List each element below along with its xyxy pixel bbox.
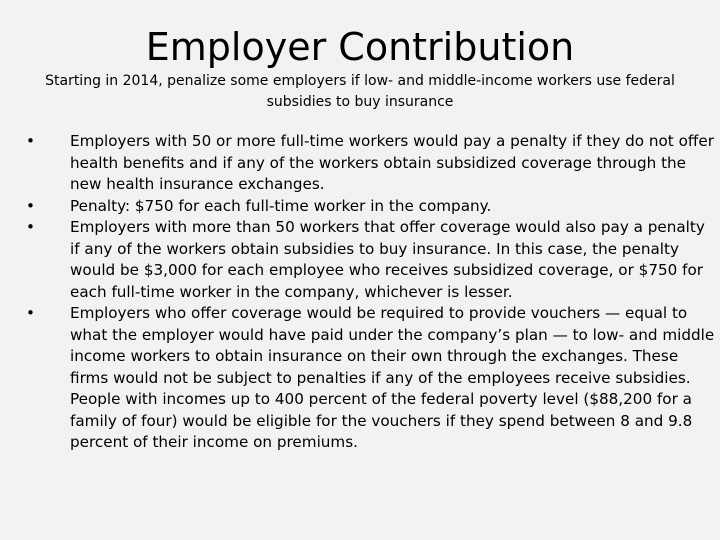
bullet-icon: • xyxy=(26,132,35,150)
bullet-item-penalty xyxy=(26,196,716,218)
bullet-text: Penalty: $750 for each full-time worker in the company. xyxy=(70,196,492,215)
bullet-icon: • xyxy=(26,196,35,215)
bullet-item-employers-50-plus xyxy=(26,131,716,196)
bullet-list xyxy=(26,131,716,454)
bullet-icon: • xyxy=(26,218,35,236)
bullet-text: Employers who offer coverage would be required to provide vouchers — equal to what the employer would have paid under the company’s plan — to low- and middle income workers to obtain insurance on their own through the exchanges. These firms would not be subject to penalties if any of the employees receive subsidies. People with incomes up to 400 percent of the federal poverty level ($88,200 for a family of four) would be eligible for the vouchers if they spend between 8 and 9.8 percent of their income on premiums. xyxy=(70,304,715,451)
bullet-icon: • xyxy=(26,304,35,322)
bullet-text: Employers with 50 or more full-time workers would pay a penalty if they do not offer health benefits and if any of the workers obtain subsidized coverage through the new health insurance exchanges. xyxy=(70,132,714,193)
slide-subtitle: Starting in 2014, penalize some employers if low- and middle-income workers use federal subsidies to buy insurance xyxy=(45,73,675,110)
bullet-item-vouchers xyxy=(26,303,716,454)
bullet-text: Employers with more than 50 workers that offer coverage would also pay a penalty if any of the workers obtain subsidies to buy insurance. In this case, the penalty would be $3,000 for each employee who receives subsidized coverage, or $750 for each full-time worker in the company, whichever is lesser. xyxy=(70,218,705,301)
bullet-item-coverage-penalty xyxy=(26,217,716,303)
slide-title: Employer Contribution xyxy=(145,25,575,69)
